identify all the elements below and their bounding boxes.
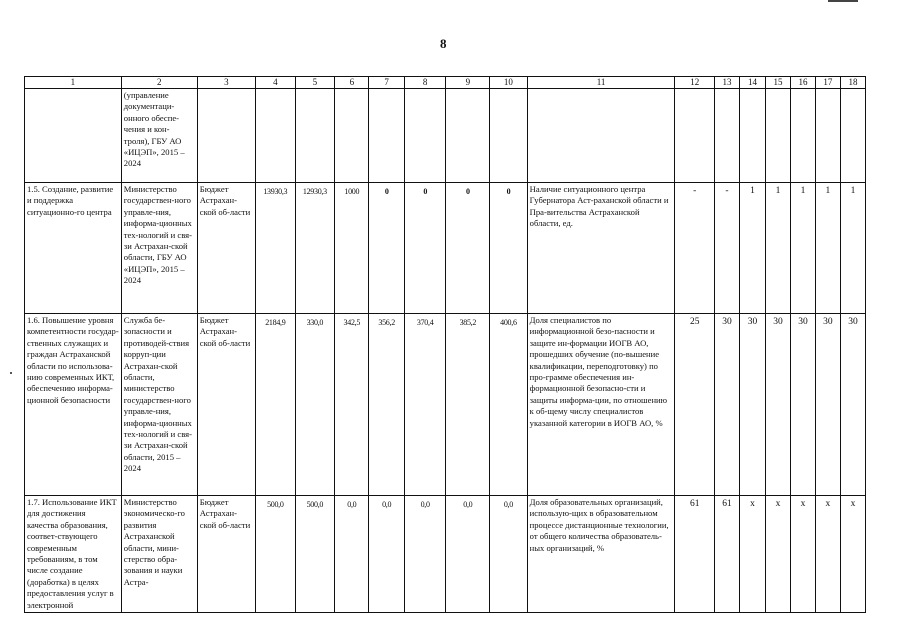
indicator-value-cell: 30 (739, 314, 765, 496)
header-row (25, 77, 866, 89)
amount-year-cell: 356,2 (369, 314, 404, 496)
executor-cell: (управление документаци-онного обеспе-чения и кон-троля), ГБУ АО «ИЦЭП», 2015 – 2024 (121, 89, 197, 183)
indicator-value-cell: x (790, 496, 815, 613)
header-cell: 13 (715, 77, 740, 89)
amount-year-cell (446, 89, 490, 183)
indicator-value-cell (715, 89, 740, 183)
executor-cell: Министерство экономическо-го развития Астраханской области, мини-стерство обра-зования и науки Астра- (121, 496, 197, 613)
indicator-value-cell: 61 (675, 496, 715, 613)
amount-year-cell: 500,0 (295, 496, 335, 613)
indicator-value-cell: - (715, 183, 740, 314)
amount-year-cell: 342,5 (335, 314, 369, 496)
page-number: 8 (440, 36, 447, 51)
indicator-value-cell: 30 (790, 314, 815, 496)
header-cell: 15 (765, 77, 790, 89)
header-cell: 1 (25, 77, 122, 89)
header-cell: 9 (446, 77, 490, 89)
header-cell: 11 (527, 77, 675, 89)
source-cell: Бюджет Астрахан-ской об-ласти (197, 183, 255, 314)
header-cell: 16 (790, 77, 815, 89)
amount-total-cell (256, 89, 296, 183)
amount-year-cell (335, 89, 369, 183)
table-row (25, 496, 866, 613)
measure-cell: 1.6. Повышение уровня компетентности государ-ственных служащих и граждан Астраханской области по использова-нию современных ИКТ, обеспечению информа-ционной безопасности (25, 314, 122, 496)
margin-dot (10, 372, 12, 374)
source-cell: Бюджет Астрахан-ской об-ласти (197, 496, 255, 613)
measure-cell: 1.7. Использование ИКТ для достижения качества образования, соответ-ствующего современным требованиям, в том числе создание (доработка) в целях предоставления услуг в электронной (25, 496, 122, 613)
table-row (25, 314, 866, 496)
header-cell: 5 (295, 77, 335, 89)
amount-year-cell: 0 (404, 183, 446, 314)
indicator-value-cell: 1 (840, 183, 865, 314)
indicator-value-cell (765, 89, 790, 183)
amount-year-cell (369, 89, 404, 183)
indicator-cell: Доля образовательных организаций, использую-щих в образовательном процессе дистанционные технологии, от общего количества образователь-ных организаций, % (527, 496, 675, 613)
amount-total-cell: 2184,9 (256, 314, 296, 496)
indicator-value-cell (675, 89, 715, 183)
measure-cell: 1.5. Создание, развитие и поддержка ситуационно-го центра (25, 183, 122, 314)
amount-year-cell: 0,0 (335, 496, 369, 613)
indicator-value-cell: 30 (815, 314, 840, 496)
indicator-cell (527, 89, 675, 183)
indicator-value-cell: 1 (790, 183, 815, 314)
indicator-value-cell: x (815, 496, 840, 613)
program-table (24, 76, 866, 613)
indicator-value-cell: x (739, 496, 765, 613)
indicator-value-cell: 30 (765, 314, 790, 496)
table-row (25, 89, 866, 183)
indicator-value-cell: 61 (715, 496, 740, 613)
indicator-value-cell: - (675, 183, 715, 314)
header-cell: 12 (675, 77, 715, 89)
table-row (25, 183, 866, 314)
amount-year-cell: 0,0 (446, 496, 490, 613)
amount-year-cell (490, 89, 527, 183)
indicator-cell: Наличие ситуационного центра Губернатора Аст-раханской области и Пра-вительства Астраханской области, ед. (527, 183, 675, 314)
header-cell: 14 (739, 77, 765, 89)
indicator-value-cell (739, 89, 765, 183)
header-cell: 8 (404, 77, 446, 89)
header-cell: 2 (121, 77, 197, 89)
indicator-cell: Доля специалистов по информационной безо-пасности и защите ин-формации ИОГВ АО, прошедших обучение (по-вышение квалификации, переподготовку) по про-грамме обеспечения ин-формационной безопасно-сти и защиты информа-ции, по отношению к об-щему числу специалистов указанной категории в ИОГВ АО, % (527, 314, 675, 496)
measure-cell (25, 89, 122, 183)
indicator-value-cell (790, 89, 815, 183)
indicator-value-cell: x (840, 496, 865, 613)
amount-year-cell: 0 (490, 183, 527, 314)
amount-year-cell: 385,2 (446, 314, 490, 496)
amount-year-cell: 0,0 (404, 496, 446, 613)
amount-year-cell: 0 (446, 183, 490, 314)
amount-year-cell (404, 89, 446, 183)
top-edge-mark (828, 0, 858, 2)
amount-year-cell: 330,0 (295, 314, 335, 496)
indicator-value-cell (840, 89, 865, 183)
header-cell: 17 (815, 77, 840, 89)
header-cell: 10 (490, 77, 527, 89)
indicator-value-cell: 1 (765, 183, 790, 314)
amount-year-cell: 1000 (335, 183, 369, 314)
indicator-value-cell: 1 (739, 183, 765, 314)
header-cell: 18 (840, 77, 865, 89)
indicator-value-cell: x (765, 496, 790, 613)
executor-cell: Служба бе-зопасности и противодей-ствия корруп-ции Астрахан-ской области, министерство государствен-ного управле-ния, информа-ционных тех-нологий и свя-зи Астрахан-ской области, 2015 – 2024 (121, 314, 197, 496)
header-cell: 3 (197, 77, 255, 89)
amount-year-cell (295, 89, 335, 183)
indicator-value-cell: 30 (840, 314, 865, 496)
amount-total-cell: 13930,3 (256, 183, 296, 314)
indicator-value-cell: 25 (675, 314, 715, 496)
indicator-value-cell: 1 (815, 183, 840, 314)
amount-year-cell: 370,4 (404, 314, 446, 496)
executor-cell: Министерство государствен-ного управле-ния, информа-ционных тех-нологий и свя-зи Астрахан-ской области, ГБУ АО «ИЦЭП», 2015 – 2024 (121, 183, 197, 314)
amount-year-cell: 0 (369, 183, 404, 314)
indicator-value-cell (815, 89, 840, 183)
amount-total-cell: 500,0 (256, 496, 296, 613)
amount-year-cell: 12930,3 (295, 183, 335, 314)
header-cell: 7 (369, 77, 404, 89)
source-cell: Бюджет Астрахан-ской об-ласти (197, 314, 255, 496)
header-cell: 4 (256, 77, 296, 89)
indicator-value-cell: 30 (715, 314, 740, 496)
amount-year-cell: 400,6 (490, 314, 527, 496)
amount-year-cell: 0,0 (490, 496, 527, 613)
amount-year-cell: 0,0 (369, 496, 404, 613)
header-cell: 6 (335, 77, 369, 89)
source-cell (197, 89, 255, 183)
